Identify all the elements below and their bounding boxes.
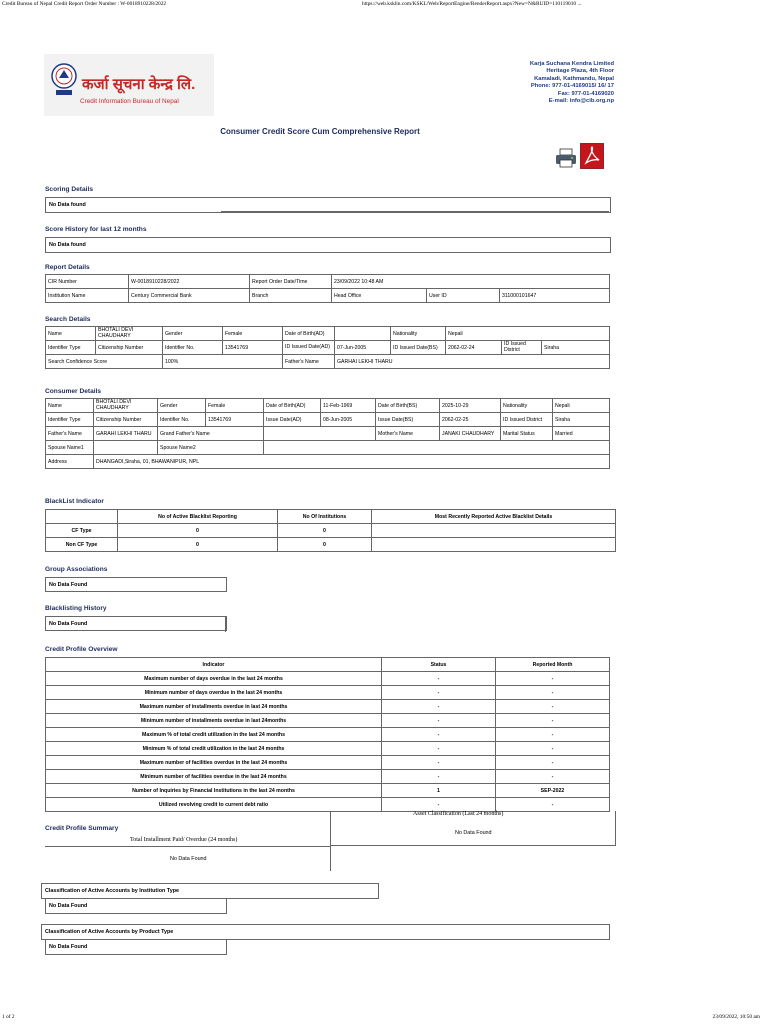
class-product-no-data (45, 939, 227, 955)
user-id-label: User ID (427, 289, 500, 303)
overview-indicator: Utilized revolving credit to current debt ratio (46, 798, 382, 812)
overview-status: - (382, 742, 496, 756)
table-row (46, 798, 610, 812)
dob-label: Date of Birth(AD) (283, 327, 335, 341)
table-row (46, 399, 610, 413)
overview-month: - (496, 742, 610, 756)
dob-value (335, 327, 391, 341)
nationality-value: Nepali (553, 399, 610, 413)
order-label: Report Order Date/Time (250, 275, 332, 289)
grandfather-label: Grand Father's Name (158, 427, 264, 441)
address-line: Kamaladi, Kathmandu, Nepal (534, 75, 614, 82)
divider (225, 616, 226, 632)
overview-status: - (382, 700, 496, 714)
overview-indicator: Number of Inquiries by Financial Institutions in the last 24 months (46, 784, 382, 798)
search-details-heading: Search Details (45, 316, 91, 323)
identifier-no-label: Identifier No. (163, 341, 223, 355)
table-row (46, 658, 610, 672)
marital-value: Married (553, 427, 610, 441)
confidence-value: 100% (163, 355, 283, 369)
spouse1-label: Spouse Name1 (46, 441, 94, 455)
overview-header: Indicator (46, 658, 382, 672)
divider (221, 211, 609, 212)
blacklist-table (45, 509, 616, 552)
credit-overview-table (45, 657, 610, 812)
no-data-text: No Data Found (49, 944, 88, 950)
overview-status: - (382, 798, 496, 812)
installment-no-data: No Data Found (170, 856, 207, 862)
cir-value: W-0018910228/2022 (129, 275, 250, 289)
issue-ad-label: Issue Date(AD) (264, 413, 321, 427)
name-value: BHOTALI DEVI CHAUDHARY (96, 327, 163, 341)
identifier-no-label: Identifier No. (158, 413, 206, 427)
dob-ad-value: 11-Feb-1969 (321, 399, 376, 413)
issue-ad-value: 08-Jun-2005 (321, 413, 376, 427)
blacklist-header (46, 510, 118, 524)
blacklist-type: Non CF Type (46, 538, 118, 552)
overview-indicator: Maximum % of total credit utilization in the last 24 months (46, 728, 382, 742)
branch-value: Head Office (332, 289, 427, 303)
print-icon[interactable] (555, 148, 577, 168)
district-label: ID Issued District (502, 341, 542, 355)
table-row (46, 538, 616, 552)
address-value: DHANGADI,Siraha, 01, BHAWANIPUR, NPL (94, 455, 610, 469)
overview-header: Status (382, 658, 496, 672)
spouse2-label: Spouse Name2 (158, 441, 264, 455)
nationality-value: Nepali (446, 327, 610, 341)
installment-label: Total Installment Paid/ Overdue (24 months) (130, 837, 238, 843)
overview-indicator: Minimum number of installments overdue in last 24months (46, 714, 382, 728)
gender-label: Gender (163, 327, 223, 341)
overview-indicator: Maximum number of facilities overdue in the last 24 months (46, 756, 382, 770)
branch-label: Branch (250, 289, 332, 303)
blacklist-reporting: 0 (118, 524, 278, 538)
identifier-no-value: 13541769 (223, 341, 283, 355)
blacklist-header: Most Recently Reported Active Blacklist Details (372, 510, 616, 524)
divider (330, 811, 331, 871)
class-institution-no-data (45, 898, 227, 914)
mother-label: Mother's Name (376, 427, 440, 441)
credit-overview-heading: Credit Profile Overview (45, 646, 118, 653)
no-data-text: No Data Found (49, 903, 88, 909)
overview-indicator: Minimum % of total credit utilization in the last 24 months (46, 742, 382, 756)
id-issued-ad-label: ID Issued Date(AD) (283, 341, 335, 355)
spouse2-value (264, 441, 610, 455)
search-details-table (45, 326, 610, 369)
identifier-type-value: Citizenship Number (96, 341, 163, 355)
table-row (46, 341, 610, 355)
blacklisting-history-heading: Blacklisting History (45, 605, 107, 612)
logo-nepali-text: कर्जा सूचना केन्द्र लि. (82, 76, 196, 93)
address-label: Address (46, 455, 94, 469)
overview-month: - (496, 686, 610, 700)
pdf-icon[interactable] (580, 143, 604, 169)
overview-status: - (382, 770, 496, 784)
address-line: E-mail: info@cib.org.np (548, 98, 614, 105)
overview-status: - (382, 672, 496, 686)
table-row (46, 728, 610, 742)
blacklist-reporting: 0 (118, 538, 278, 552)
marital-label: Marital Status (501, 427, 553, 441)
overview-indicator: Maximum number of installments overdue in last 24 months (46, 700, 382, 714)
credit-summary-heading: Credit Profile Summary (45, 825, 119, 832)
nationality-label: Nationality (501, 399, 553, 413)
divider (45, 846, 330, 847)
logo-english-text: Credit Information Bureau of Nepal (80, 98, 179, 105)
overview-month: - (496, 700, 610, 714)
print-header-url: https://web.ksklin.com/KSKL/Web/ReportEngine/RenderReport.aspx?New=N&RUID=110119010 ... (362, 1, 582, 7)
print-header-title: Credit Bureau of Nepal Credit Report Order Number : W-0018910228/2022 (2, 1, 167, 7)
class-product-heading (41, 924, 610, 940)
table-row (46, 742, 610, 756)
no-data-text: No Data found (49, 202, 86, 208)
bureau-address (414, 61, 614, 105)
overview-month: - (496, 728, 610, 742)
report-details-table (45, 274, 610, 303)
overview-indicator: Maximum number of days overdue in the last 24 months (46, 672, 382, 686)
table-row (46, 524, 616, 538)
dob-bs-label: Date of Birth(BS) (376, 399, 440, 413)
name-label: Name (46, 399, 94, 413)
print-footer-page: 1 of 2 (2, 1014, 15, 1020)
spouse1-value (94, 441, 158, 455)
issue-bs-value: 2062-02-25 (440, 413, 501, 427)
table-row (46, 289, 610, 303)
table-row (46, 700, 610, 714)
table-row (46, 770, 610, 784)
overview-month: SEP-2022 (496, 784, 610, 798)
blacklist-header: No of Active Blacklist Reporting (118, 510, 278, 524)
gender-value: Female (223, 327, 283, 341)
report-details-heading: Report Details (45, 264, 90, 271)
overview-status: - (382, 756, 496, 770)
address-line: Heritage Plaza, 4th Floor (546, 68, 614, 75)
table-row (46, 427, 610, 441)
table-row (46, 756, 610, 770)
address-line: Karja Suchana Kendra Limited (529, 61, 614, 67)
no-data-text: No Data Found (49, 620, 88, 627)
identifier-no-value: 13541769 (206, 413, 264, 427)
table-row (46, 413, 610, 427)
mother-value: JANAKI CHAUDHARY (440, 427, 501, 441)
overview-month: - (496, 672, 610, 686)
father-value: GARAHI LEKHI THARU (94, 427, 158, 441)
overview-month: - (496, 770, 610, 784)
table-row (46, 441, 610, 455)
divider (330, 845, 616, 846)
overview-month: - (496, 756, 610, 770)
cir-label: CIR Number (46, 275, 129, 289)
overview-status: 1 (382, 784, 496, 798)
dob-ad-label: Date of Birth(AD) (264, 399, 321, 413)
group-no-data (45, 577, 227, 592)
blacklist-details (372, 538, 616, 552)
address-line: Fax: 977-01-4169020 (557, 90, 614, 97)
user-id-value: 311000101647 (500, 289, 610, 303)
consumer-details-table (45, 398, 610, 469)
score-history-heading: Score History for last 12 months (45, 226, 147, 233)
table-row (46, 686, 610, 700)
print-footer-datetime: 23/09/2022, 10:50 am (712, 1014, 760, 1020)
scoring-details-heading: Scoring Details (45, 186, 94, 193)
name-value: BHOTALI DEVI CHAUDHARY (94, 399, 158, 413)
table-row (46, 672, 610, 686)
consumer-details-heading: Consumer Details (45, 388, 102, 395)
cib-logo (44, 54, 214, 116)
blacklist-type: CF Type (46, 524, 118, 538)
overview-header: Reported Month (496, 658, 610, 672)
table-row (46, 455, 610, 469)
institution-value: Century Commercial Bank (129, 289, 250, 303)
father-label: Father's Name (46, 427, 94, 441)
class-institution-label: Classification of Active Accounts by Institution Type (45, 888, 179, 894)
class-institution-heading (41, 883, 379, 899)
district-value: Siraha (553, 413, 610, 427)
table-row (46, 784, 610, 798)
class-product-label: Classification of Active Accounts by Product Type (45, 929, 174, 935)
district-label: ID Issued District (501, 413, 553, 427)
name-label: Name (46, 327, 96, 341)
no-data-text: No Data Found (49, 581, 88, 588)
gender-value: Female (206, 399, 264, 413)
overview-status: - (382, 728, 496, 742)
nationality-label: Nationality (391, 327, 446, 341)
asset-classification-label: Asset Classification (Last 24 months) (413, 811, 504, 817)
issue-bs-label: Issue Date(BS) (376, 413, 440, 427)
confidence-label: Search Confidence Score (46, 355, 163, 369)
blacklist-institutions: 0 (278, 538, 372, 552)
id-issued-bs-label: ID Issued Date(BS) (391, 341, 446, 355)
no-data-text: No Data found (49, 242, 86, 248)
blacklist-header: No Of Institutions (278, 510, 372, 524)
overview-indicator: Minimum number of facilities overdue in the last 24 months (46, 770, 382, 784)
gender-label: Gender (158, 399, 206, 413)
divider (615, 811, 616, 845)
address-line: Phone: 977-01-4169015/ 16/ 17 (530, 83, 614, 90)
blacklist-institutions: 0 (278, 524, 372, 538)
identifier-type-label: Identifier Type (46, 341, 96, 355)
overview-month: - (496, 798, 610, 812)
dob-bs-value: 2025-10-29 (440, 399, 501, 413)
report-title: Consumer Credit Score Cum Comprehensive Report (220, 127, 420, 136)
id-issued-bs-value: 2062-02-24 (446, 341, 502, 355)
asset-no-data: No Data Found (455, 830, 492, 836)
id-issued-ad-value: 07-Jun-2005 (335, 341, 391, 355)
table-row (46, 714, 610, 728)
father-label: Father's Name (283, 355, 335, 369)
blacklisting-no-data (45, 616, 227, 631)
score-history-no-data (45, 237, 611, 253)
grandfather-value (264, 427, 376, 441)
identifier-type-label: Identifier Type (46, 413, 94, 427)
blacklist-indicator-heading: BlackList Indicator (45, 498, 104, 505)
overview-month: - (496, 714, 610, 728)
overview-status: - (382, 714, 496, 728)
group-associations-heading: Group Associations (45, 566, 108, 573)
overview-indicator: Minimum number of days overdue in the last 24 months (46, 686, 382, 700)
table-row (46, 510, 616, 524)
order-value: 23/09/2022 10:48 AM (332, 275, 610, 289)
district-value: Siraha (542, 341, 610, 355)
table-row (46, 355, 610, 369)
cib-emblem-icon (50, 60, 78, 102)
identifier-type-value: Citizenship Number (94, 413, 158, 427)
institution-label: Institution Name (46, 289, 129, 303)
father-value: GARHAI LEKHI THARU (335, 355, 610, 369)
blacklist-details (372, 524, 616, 538)
overview-status: - (382, 686, 496, 700)
table-row (46, 327, 610, 341)
table-row (46, 275, 610, 289)
